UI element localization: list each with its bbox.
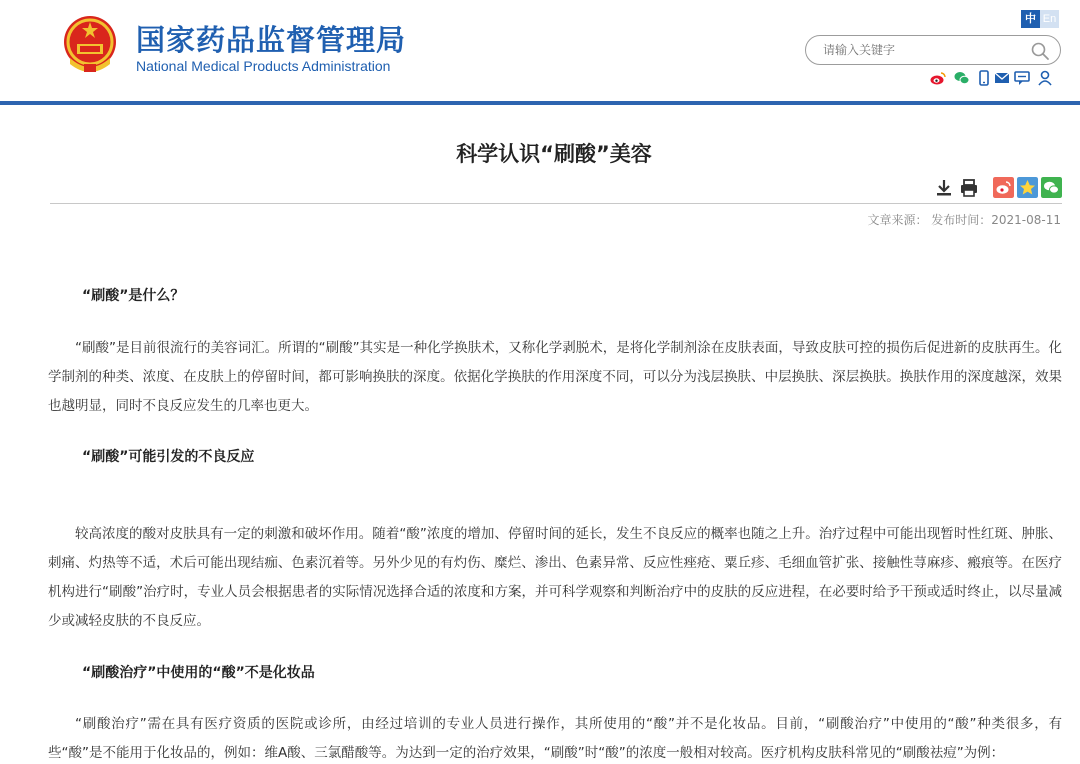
national-emblem-icon[interactable] [62, 14, 118, 74]
site-logo-chinese[interactable]: 国家药品监督管理局 [136, 23, 407, 57]
download-icon[interactable] [934, 178, 954, 198]
language-chinese-button[interactable]: 中 [1021, 10, 1040, 28]
section-heading: “刷酸”可能引发的不良反应 [82, 449, 255, 465]
search-input[interactable] [823, 43, 1023, 57]
search-box[interactable] [805, 35, 1061, 65]
user-icon[interactable] [1037, 70, 1053, 86]
weibo-icon[interactable] [930, 70, 946, 86]
share-qzone-icon[interactable] [1017, 177, 1038, 198]
wechat-icon[interactable] [954, 70, 970, 86]
article-title: 科学认识“刷酸”美容 [456, 142, 652, 166]
section-paragraph: “刷酸治疗”需在具有医疗资质的医院或诊所，由经过培训的专业人员进行操作，其所使用的“酸”并不是化妆品。目前，“刷酸治疗”中使用的“酸”种类很多，有些“酸”是不能用于化妆品的，例如：维A酸、三氯醋酸等。为达到一定的治疗效果，“刷酸”时“酸”的浓度一般相对较高。医疗机构皮肤科常见的“刷酸祛痘”为例： [48, 716, 1062, 761]
print-icon[interactable] [959, 178, 979, 198]
share-wechat-icon[interactable] [1041, 177, 1062, 198]
site-logo-english[interactable]: National Medical Products Administration [136, 58, 391, 74]
section-heading: “刷酸”是什么？ [82, 288, 185, 304]
language-english-button[interactable]: En [1040, 10, 1059, 28]
search-icon[interactable] [1030, 41, 1050, 61]
header-divider [0, 101, 1080, 105]
title-divider [50, 203, 1062, 204]
share-weibo-icon[interactable] [993, 177, 1014, 198]
section-paragraph: 较高浓度的酸对皮肤具有一定的刺激和破坏作用。随着“酸”浓度的增加、停留时间的延长，发生不良反应的概率也随之上升。治疗过程中可能出现暂时性红斑、肿胀、刺痛、灼热等不适，术后可能出现结痂、色素沉着等。另外少见的有灼伤、糜烂、渗出、色素异常、反应性痤疮、粟丘疹、毛细血管扩张、接触性荨麻疹、瘢痕等。在医疗机构进行“刷酸”治疗时，专业人员会根据患者的实际情况选择合适的浓度和方案，并可科学观察和判断治疗中的皮肤的反应进程，在必要时给予干预或适时终止，以尽量减少或减轻皮肤的不良反应。 [48, 526, 1062, 629]
site-header [0, 0, 1080, 102]
mail-icon[interactable] [994, 70, 1010, 86]
article-meta: 文章来源： 发布时间：2021-08-11 [867, 213, 1061, 227]
section-heading: “刷酸治疗”中使用的“酸”不是化妆品 [82, 665, 315, 681]
message-icon[interactable] [1014, 70, 1030, 86]
mobile-icon[interactable] [976, 70, 992, 86]
section-paragraph: “刷酸”是目前很流行的美容词汇。所谓的“刷酸”其实是一种化学换肤术，又称化学剥脱术，是将化学制剂涂在皮肤表面，导致皮肤可控的损伤后促进新的皮肤再生。化学制剂的种类、浓度、在皮肤上的停留时间，都可影响换肤的深度。依据化学换肤的作用深度不同，可以分为浅层换肤、中层换肤、深层换肤。换肤作用的深度越深，效果也越明显，同时不良反应发生的几率也更大。 [48, 340, 1062, 414]
